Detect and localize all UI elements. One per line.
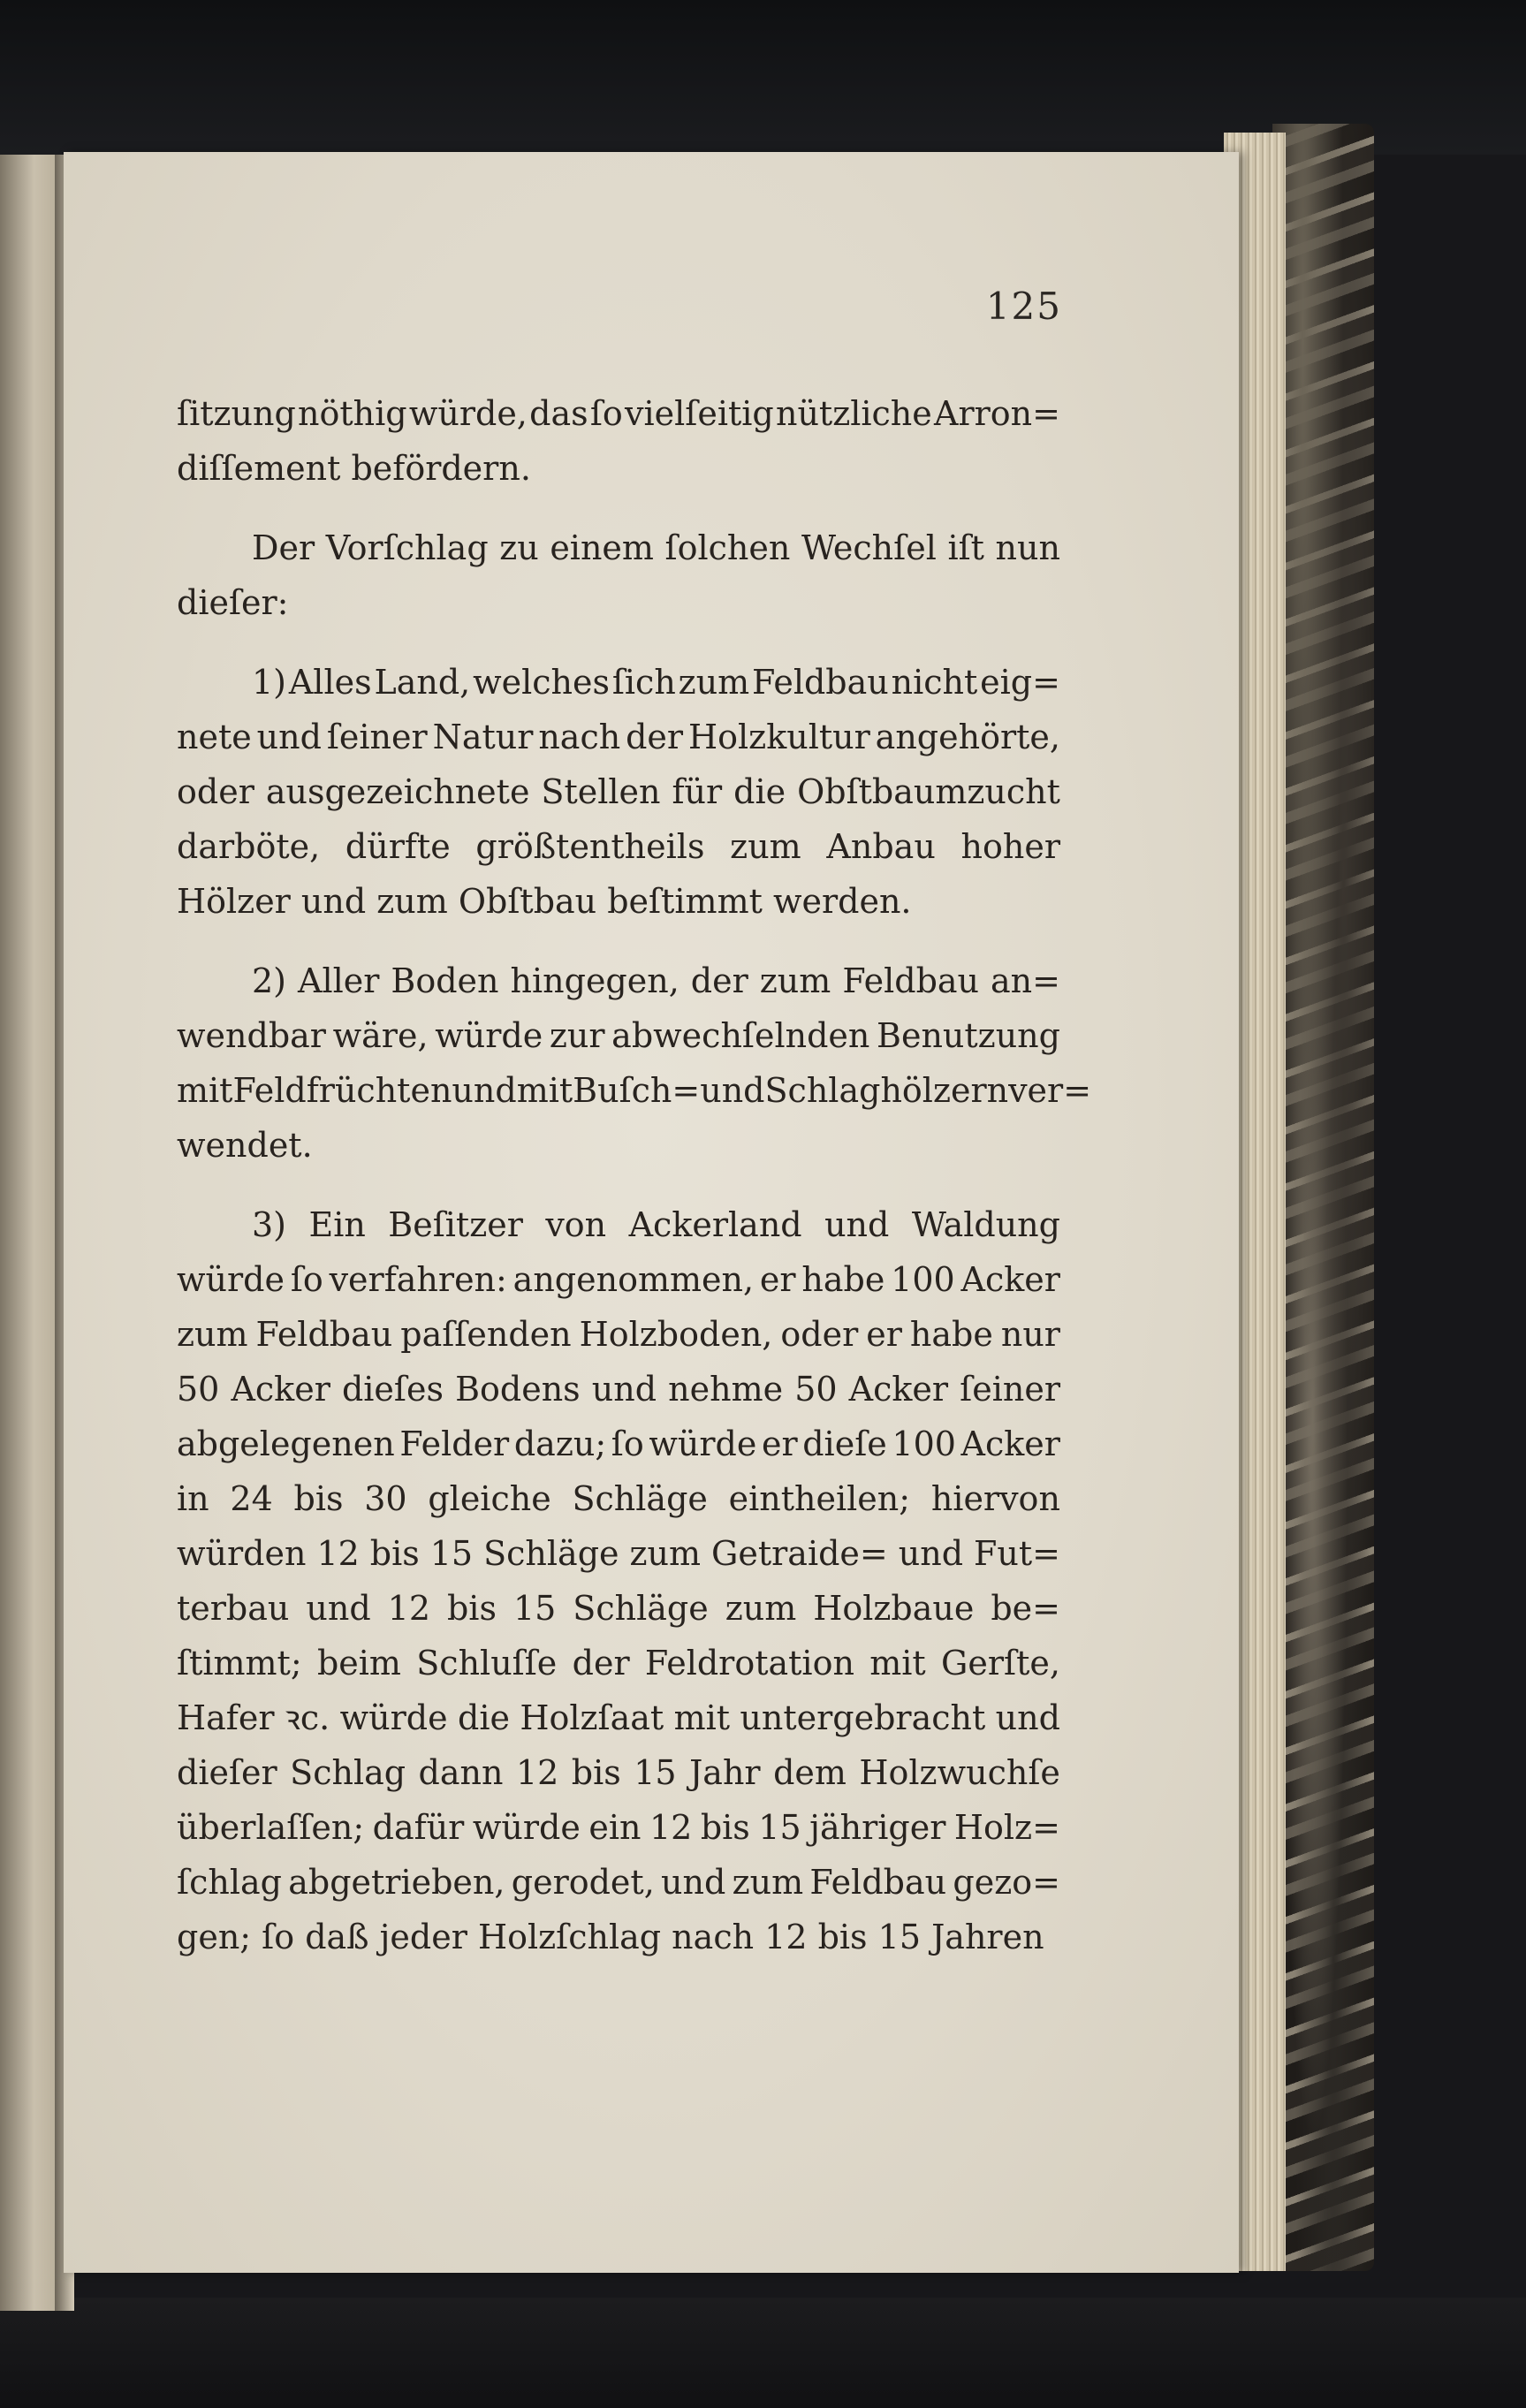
text-line [177,1197,1060,1252]
word: 12 [515,1753,559,1792]
word: bis [446,1589,497,1628]
word: der [572,1644,630,1683]
word: und [256,718,322,756]
word: dafür [372,1808,465,1847]
text-line [177,1252,1060,1307]
word: eintheilen; [728,1479,911,1518]
word: angenommen, [512,1260,755,1299]
word: nun [995,528,1060,567]
word: Holzwuchſe [859,1753,1060,1792]
word: und [661,1863,726,1902]
word: 12 [387,1589,430,1628]
word: Schläge [483,1534,619,1573]
word: zu [499,528,539,567]
word: an= [991,961,1060,1000]
word: und [700,1071,765,1110]
word: dürfte [345,827,451,866]
word: ſchlag [177,1863,282,1902]
word: für [672,772,723,811]
word: darböte, [177,827,321,866]
word: eig= [980,663,1060,702]
word: würde [472,1808,581,1847]
marbled-cover [1272,124,1374,2271]
text-line [177,655,1060,710]
word: Felder [399,1424,510,1463]
word: be= [991,1589,1060,1628]
word: hoher [960,827,1060,866]
word: ausgezeichnete [265,772,530,811]
page-number: 125 [985,285,1062,328]
word: Stellen [541,772,661,811]
word: Acker [231,1370,330,1409]
text-line [177,819,1060,874]
word: dieſer [177,1753,277,1792]
text-line [177,1063,1092,1118]
word: der [626,718,684,756]
word: würden [177,1534,307,1573]
word: Holzbaue [813,1589,975,1628]
word: und [898,1534,964,1573]
text-line [177,386,1060,441]
word: 50 [794,1370,838,1409]
text-line: Hölzer und zum Obſtbau beſtimmt werden. [177,882,912,921]
word: das [529,394,588,433]
word: ſtimmt; [177,1644,302,1683]
word: der [690,961,748,1000]
word: wäre, [332,1016,429,1055]
word: Schluſſe [416,1644,558,1683]
word: mit [516,1071,573,1110]
word: nete [177,718,252,756]
word: 12 [316,1534,360,1573]
word: ſeiner [326,718,428,756]
text-line [177,1636,1060,1690]
word: gezo= [953,1863,1060,1902]
word: überlaſſen; [177,1808,365,1847]
word: Obſtbaumzucht [797,772,1060,811]
word: 15 [512,1589,557,1628]
word: dieſes [341,1370,444,1409]
word: zum [759,961,831,1000]
word: Bodens [455,1370,581,1409]
word: Der [252,528,315,567]
word: mit [177,1071,233,1110]
word: Schläge [572,1479,708,1518]
paragraph-gap [177,929,1060,953]
word: nöthig [298,394,407,433]
word: ꝛc. [284,1698,330,1737]
word: ver= [1008,1071,1092,1110]
word: von [545,1205,607,1244]
word: Holz= [953,1808,1060,1847]
word: und [995,1698,1060,1737]
word: zum [732,1863,804,1902]
word: ſeiner [960,1370,1060,1409]
word: Land, [374,663,471,702]
word: Schläge [573,1589,709,1628]
word: abgetrieben, [288,1863,505,1902]
word: die [458,1698,510,1737]
word: zum [629,1534,702,1573]
word: in [177,1479,209,1518]
paragraph [177,1197,1060,1964]
word: angehörte, [875,718,1060,756]
text-line [177,1362,1060,1417]
word: er [759,1260,796,1299]
word: Hafer [177,1698,275,1737]
word: ſich [611,663,676,702]
word: hiervon [930,1479,1060,1518]
text-line: diſſement befördern. [177,449,531,488]
text-line [177,1526,1060,1581]
word: Anbau [826,827,936,866]
word: Buſch= [573,1071,701,1110]
text-line [177,520,1060,575]
text-line [177,953,1060,1008]
word: zum [177,1315,248,1354]
text-line [177,764,1060,819]
word: Ackerland [628,1205,802,1244]
paragraph [177,386,1060,496]
word: Arron= [934,394,1060,433]
word: habe [909,1315,993,1354]
word: Acker [848,1370,949,1409]
paragraph [177,655,1060,929]
word: bis [369,1534,420,1573]
word: Feldbau [809,1863,947,1902]
word: Feldbau [842,961,980,1000]
word: wendbar [177,1016,326,1055]
word: beim [316,1644,401,1683]
word: die [733,772,786,811]
facing-page-edge [0,155,62,2311]
word: dem [773,1753,847,1792]
word: mit [673,1698,731,1737]
word: Holzboden, [579,1315,773,1354]
word: Holzkultur [688,718,870,756]
word: 2) [252,961,287,1000]
word: Jahr [689,1753,761,1792]
text-line: gen; ſo daß jeder Holzſchlag nach 12 bis 15 Jahren [177,1918,1044,1956]
text-line: dieſer: [177,583,289,622]
word: würde [177,1260,285,1299]
word: würde, [408,394,528,433]
paragraph-gap [177,1173,1060,1197]
word: nach [538,718,621,756]
word: Feldbau [255,1315,393,1354]
word: Feldbau [752,663,889,702]
word: paſſenden [400,1315,572,1354]
word: größtentheils [475,827,705,866]
word: ein [588,1808,642,1847]
word: einem [550,528,654,567]
word: Gerſte, [941,1644,1060,1683]
word: abwechſelnden [611,1016,870,1055]
text-line [177,1417,1060,1471]
text-line [177,1008,1060,1063]
word: Alles [288,663,372,702]
word: zum [678,663,750,702]
word: Fut= [974,1534,1060,1573]
word: bis [700,1808,750,1847]
word: zur [549,1016,605,1055]
word: ſo [589,394,623,433]
book-page [64,152,1239,2273]
word: jähriger [809,1808,946,1847]
word: dazu; [513,1424,607,1463]
word: würde [339,1698,448,1737]
word: Acker [960,1260,1060,1299]
word: Schlag [290,1753,406,1792]
word: und [452,1071,517,1110]
word: Benutzung [877,1016,1060,1055]
text-line [177,1745,1060,1800]
word: und [591,1370,657,1409]
word: nehme [668,1370,784,1409]
text-line [177,1471,1060,1526]
word: ſolchen [664,528,791,567]
word: Wechſel [801,528,937,567]
word: 12 [649,1808,693,1847]
paragraph [177,953,1092,1173]
word: 1) [252,663,287,702]
word: zum [730,827,801,866]
word: vielſeitig [625,394,774,433]
text-line [177,1581,1060,1636]
word: er [866,1315,902,1354]
word: Feldrotation [644,1644,854,1683]
word: Schlaghölzern [764,1071,1009,1110]
word: ſo [290,1260,323,1299]
word: untergebracht [740,1698,986,1737]
dark-background-bottom [0,2298,1526,2408]
word: Natur [432,718,534,756]
word: Getraide= [711,1534,888,1573]
word: oder [177,772,254,811]
word: Holzſaat [520,1698,664,1737]
word: gleiche [428,1479,551,1518]
word: dieſe [802,1424,887,1463]
word: oder [780,1315,859,1354]
text-line [177,710,1060,764]
word: nützliche [775,394,932,433]
paragraph-gap [177,496,1060,520]
word: 50 [177,1370,220,1409]
word: Ein [308,1205,366,1244]
word: dann [418,1753,504,1792]
word: nur [1000,1315,1060,1354]
word: Boden [391,961,499,1000]
text-line [177,1690,1060,1745]
word: Beſitzer [388,1205,523,1244]
word: Acker [960,1424,1060,1463]
word: ſo [611,1424,644,1463]
word: 15 [758,1808,801,1847]
word: 100 [891,1260,955,1299]
word: habe [801,1260,885,1299]
word: terbau [177,1589,290,1628]
paragraph-gap [177,630,1060,655]
word: würde [435,1016,543,1055]
text-line [177,1855,1060,1910]
word: 3) [252,1205,287,1244]
paragraph [177,520,1060,630]
word: iſt [947,528,984,567]
word: Vorſchlag [325,528,489,567]
word: und [306,1589,371,1628]
word: 100 [892,1424,956,1463]
word: gerodet, [511,1863,655,1902]
word: nicht [891,663,978,702]
word: mit [869,1644,926,1683]
word: er [761,1424,798,1463]
word: würde [649,1424,757,1463]
word: Aller [298,961,380,1000]
text-line [177,1800,1060,1855]
word: abgelegenen [177,1424,395,1463]
word: bis [571,1753,621,1792]
word: ſitzung [177,394,296,433]
word: 30 [364,1479,407,1518]
word: Waldung [911,1205,1060,1244]
text-line [177,1307,1060,1362]
word: Feldfrüchten [232,1071,452,1110]
word: hingegen, [510,961,679,1000]
word: und [824,1205,890,1244]
text-line: wendet. [177,1126,313,1165]
word: welches [473,663,610,702]
body-text [177,386,1092,1964]
word: 15 [429,1534,474,1573]
word: zum [725,1589,797,1628]
word: 15 [634,1753,677,1792]
word: 24 [230,1479,273,1518]
word: verfahren: [329,1260,507,1299]
word: bis [293,1479,344,1518]
